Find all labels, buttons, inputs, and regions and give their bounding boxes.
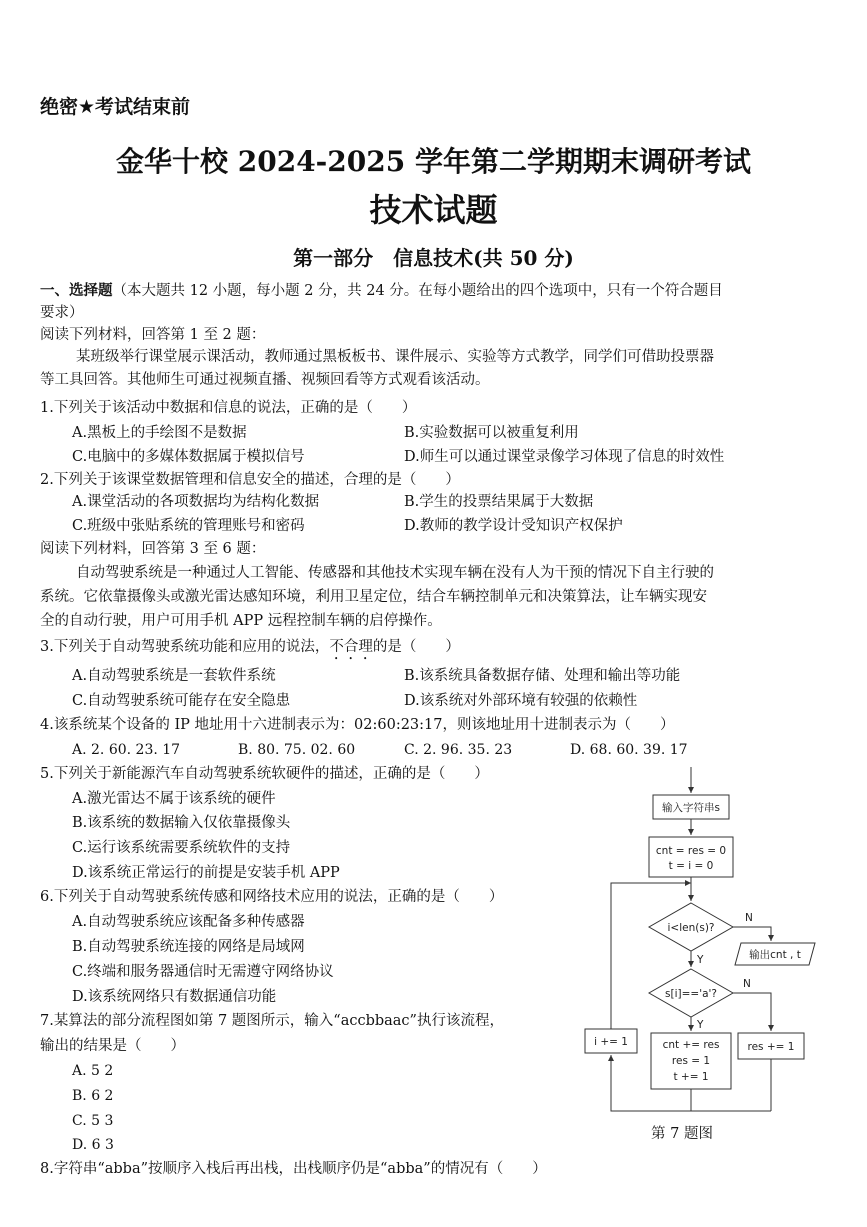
flowchart-output-text: 输出cnt , t <box>749 949 801 961</box>
flowchart <box>575 765 820 1155</box>
subject-title: 技术试题 <box>369 191 498 229</box>
material2-line3: 全的自动行驶，用户可用手机 APP 远程控制车辆的启停操作。 <box>40 613 442 629</box>
exam-title: 金华十校 2024-2025 学年第二学期期末调研考试 <box>116 145 751 178</box>
flowchart-cond1-text: i<len(s)? <box>667 922 715 934</box>
flowchart-init-text-2: t = i = 0 <box>668 860 714 872</box>
q6-option-b: B.自动驾驶系统连接的网络是局域网 <box>72 939 305 955</box>
q1-option-b: B.实验数据可以被重复利用 <box>404 425 579 441</box>
q5-option-b: B.该系统的数据输入仅依靠摄像头 <box>72 815 291 831</box>
q4-stem: 4.该系统某个设备的 IP 地址用十六进制表示为：02:60:23:17，则该地址用十进制表示为（ ） <box>40 717 675 733</box>
q1-option-a: A.黑板上的手绘图不是数据 <box>72 425 247 441</box>
q1-option-d: D.师生可以通过课堂录像学习体现了信息的时效性 <box>404 449 725 465</box>
material1-line1: 某班级举行课堂展示课活动，教师通过黑板板书、课件展示、实验等方式教学，同学们可借助投票器 <box>76 349 714 365</box>
q1-stem: 1.下列关于该活动中数据和信息的说法，正确的是（ ） <box>40 400 417 416</box>
q1-option-c: C.电脑中的多媒体数据属于模拟信号 <box>72 449 305 465</box>
flowchart-increment-text: i += 1 <box>594 1036 628 1048</box>
q2-option-d: D.教师的教学设计受知识产权保护 <box>404 518 623 534</box>
q7-option-d: D. 6 3 <box>72 1137 114 1153</box>
q2-option-c: C.班级中张贴系统的管理账号和密码 <box>72 518 305 534</box>
q5-option-a: A.激光雷达不属于该系统的硬件 <box>72 791 276 807</box>
q5-option-c: C.运行该系统需要系统软件的支持 <box>72 840 291 856</box>
flowchart-yes-text-3: t += 1 <box>673 1071 709 1083</box>
q6-stem: 6.下列关于自动驾驶系统传感和网络技术应用的说法，正确的是（ ） <box>40 889 504 905</box>
q3-stem-b: 的是（ ） <box>372 639 460 655</box>
q7-stem-1: 7.某算法的部分流程图如第 7 题图所示，输入“accbbaac”执行该流程， <box>40 1013 504 1029</box>
q2-option-b: B.学生的投票结果属于大数据 <box>404 494 594 510</box>
part-title: 第一部分 信息技术(共 50 分) <box>293 246 574 270</box>
flowchart-input-text: 输入字符串s <box>662 802 720 814</box>
q3-option-b: B.该系统具备数据存储、处理和输出等功能 <box>404 668 681 684</box>
flowchart-yes-text-2: res = 1 <box>671 1055 711 1067</box>
flowchart-cond1-no: N <box>745 912 753 924</box>
flowchart-cond1-yes: Y <box>697 954 704 966</box>
q4-option-a: A. 2. 60. 23. 17 <box>72 742 181 758</box>
q7-option-a: A. 5 2 <box>72 1063 114 1079</box>
q4-option-b: B. 80. 75. 02. 60 <box>238 742 356 758</box>
section-desc-2: 要求） <box>40 305 84 321</box>
q4-option-d: D. 68. 60. 39. 17 <box>570 742 688 758</box>
flowchart-cond2-no: N <box>743 978 751 990</box>
q5-stem: 5.下列关于新能源汽车自动驾驶系统软硬件的描述，正确的是（ ） <box>40 766 489 782</box>
q6-option-a: A.自动驾驶系统应该配备多种传感器 <box>72 914 305 930</box>
section-label: 一、选择题 <box>40 283 113 299</box>
q7-option-c: C. 5 3 <box>72 1113 114 1129</box>
q2-option-a: A.课堂活动的各项数据均为结构化数据 <box>72 494 320 510</box>
material1-intro: 阅读下列材料，回答第 1 至 2 题： <box>40 327 266 343</box>
q6-option-d: D.该系统网络只有数据通信功能 <box>72 989 277 1005</box>
q6-option-c: C.终端和服务器通信时无需遵守网络协议 <box>72 964 334 980</box>
q8-stem: 8.字符串“abba”按顺序入栈后再出栈，出栈顺序仍是“abba”的情况有（ ） <box>40 1161 547 1177</box>
flowchart-cond2-text: s[i]=='a'? <box>665 988 717 1000</box>
q3-option-a: A.自动驾驶系统是一套软件系统 <box>72 668 276 684</box>
q3-stem-a: 3.下列关于自动驾驶系统功能和应用的说法， <box>40 639 330 655</box>
material2-line1: 自动驾驶系统是一种通过人工智能、传感器和其他技术实现车辆在没有人为干预的情况下自主行驶的 <box>76 565 714 581</box>
q3-option-d: D.该系统对外部环境有较强的依赖性 <box>404 693 638 709</box>
q3-stem <box>40 636 460 663</box>
material1-line2: 等工具回答。其他师生可通过视频直播、视频回看等方式观看该活动。 <box>40 372 490 388</box>
flowchart-cond2-yes: Y <box>697 1019 704 1031</box>
q2-stem: 2.下列关于该课堂数据管理和信息安全的描述，合理的是（ ） <box>40 472 460 488</box>
flowchart-caption: 第 7 题图 <box>651 1126 713 1142</box>
material2-intro: 阅读下列材料，回答第 3 至 6 题： <box>40 541 266 557</box>
section-heading <box>40 280 723 302</box>
flowchart-yes-text-1: cnt += res <box>662 1039 720 1051</box>
flowchart-no-text: res += 1 <box>747 1041 795 1053</box>
q5-option-d: D.该系统正常运行的前提是安装手机 APP <box>72 865 340 881</box>
q7-stem-2: 输出的结果是（ ） <box>40 1038 185 1054</box>
confidential-label: 绝密★考试结束前 <box>40 96 191 118</box>
flowchart-init-text-1: cnt = res = 0 <box>655 845 727 857</box>
q4-option-c: C. 2. 96. 35. 23 <box>404 742 513 758</box>
section-desc-1: （本大题共 12 小题，每小题 2 分，共 24 分。在每小题给出的四个选项中，只有一个符合题目 <box>112 283 723 299</box>
q3-stem-emphasis: 不合理 <box>329 639 373 655</box>
q7-option-b: B. 6 2 <box>72 1088 114 1104</box>
q3-option-c: C.自动驾驶系统可能存在安全隐患 <box>72 693 291 709</box>
material2-line2: 系统。它依靠摄像头或激光雷达感知环境，利用卫星定位，结合车辆控制单元和决策算法，让车辆实现安 <box>40 589 707 605</box>
